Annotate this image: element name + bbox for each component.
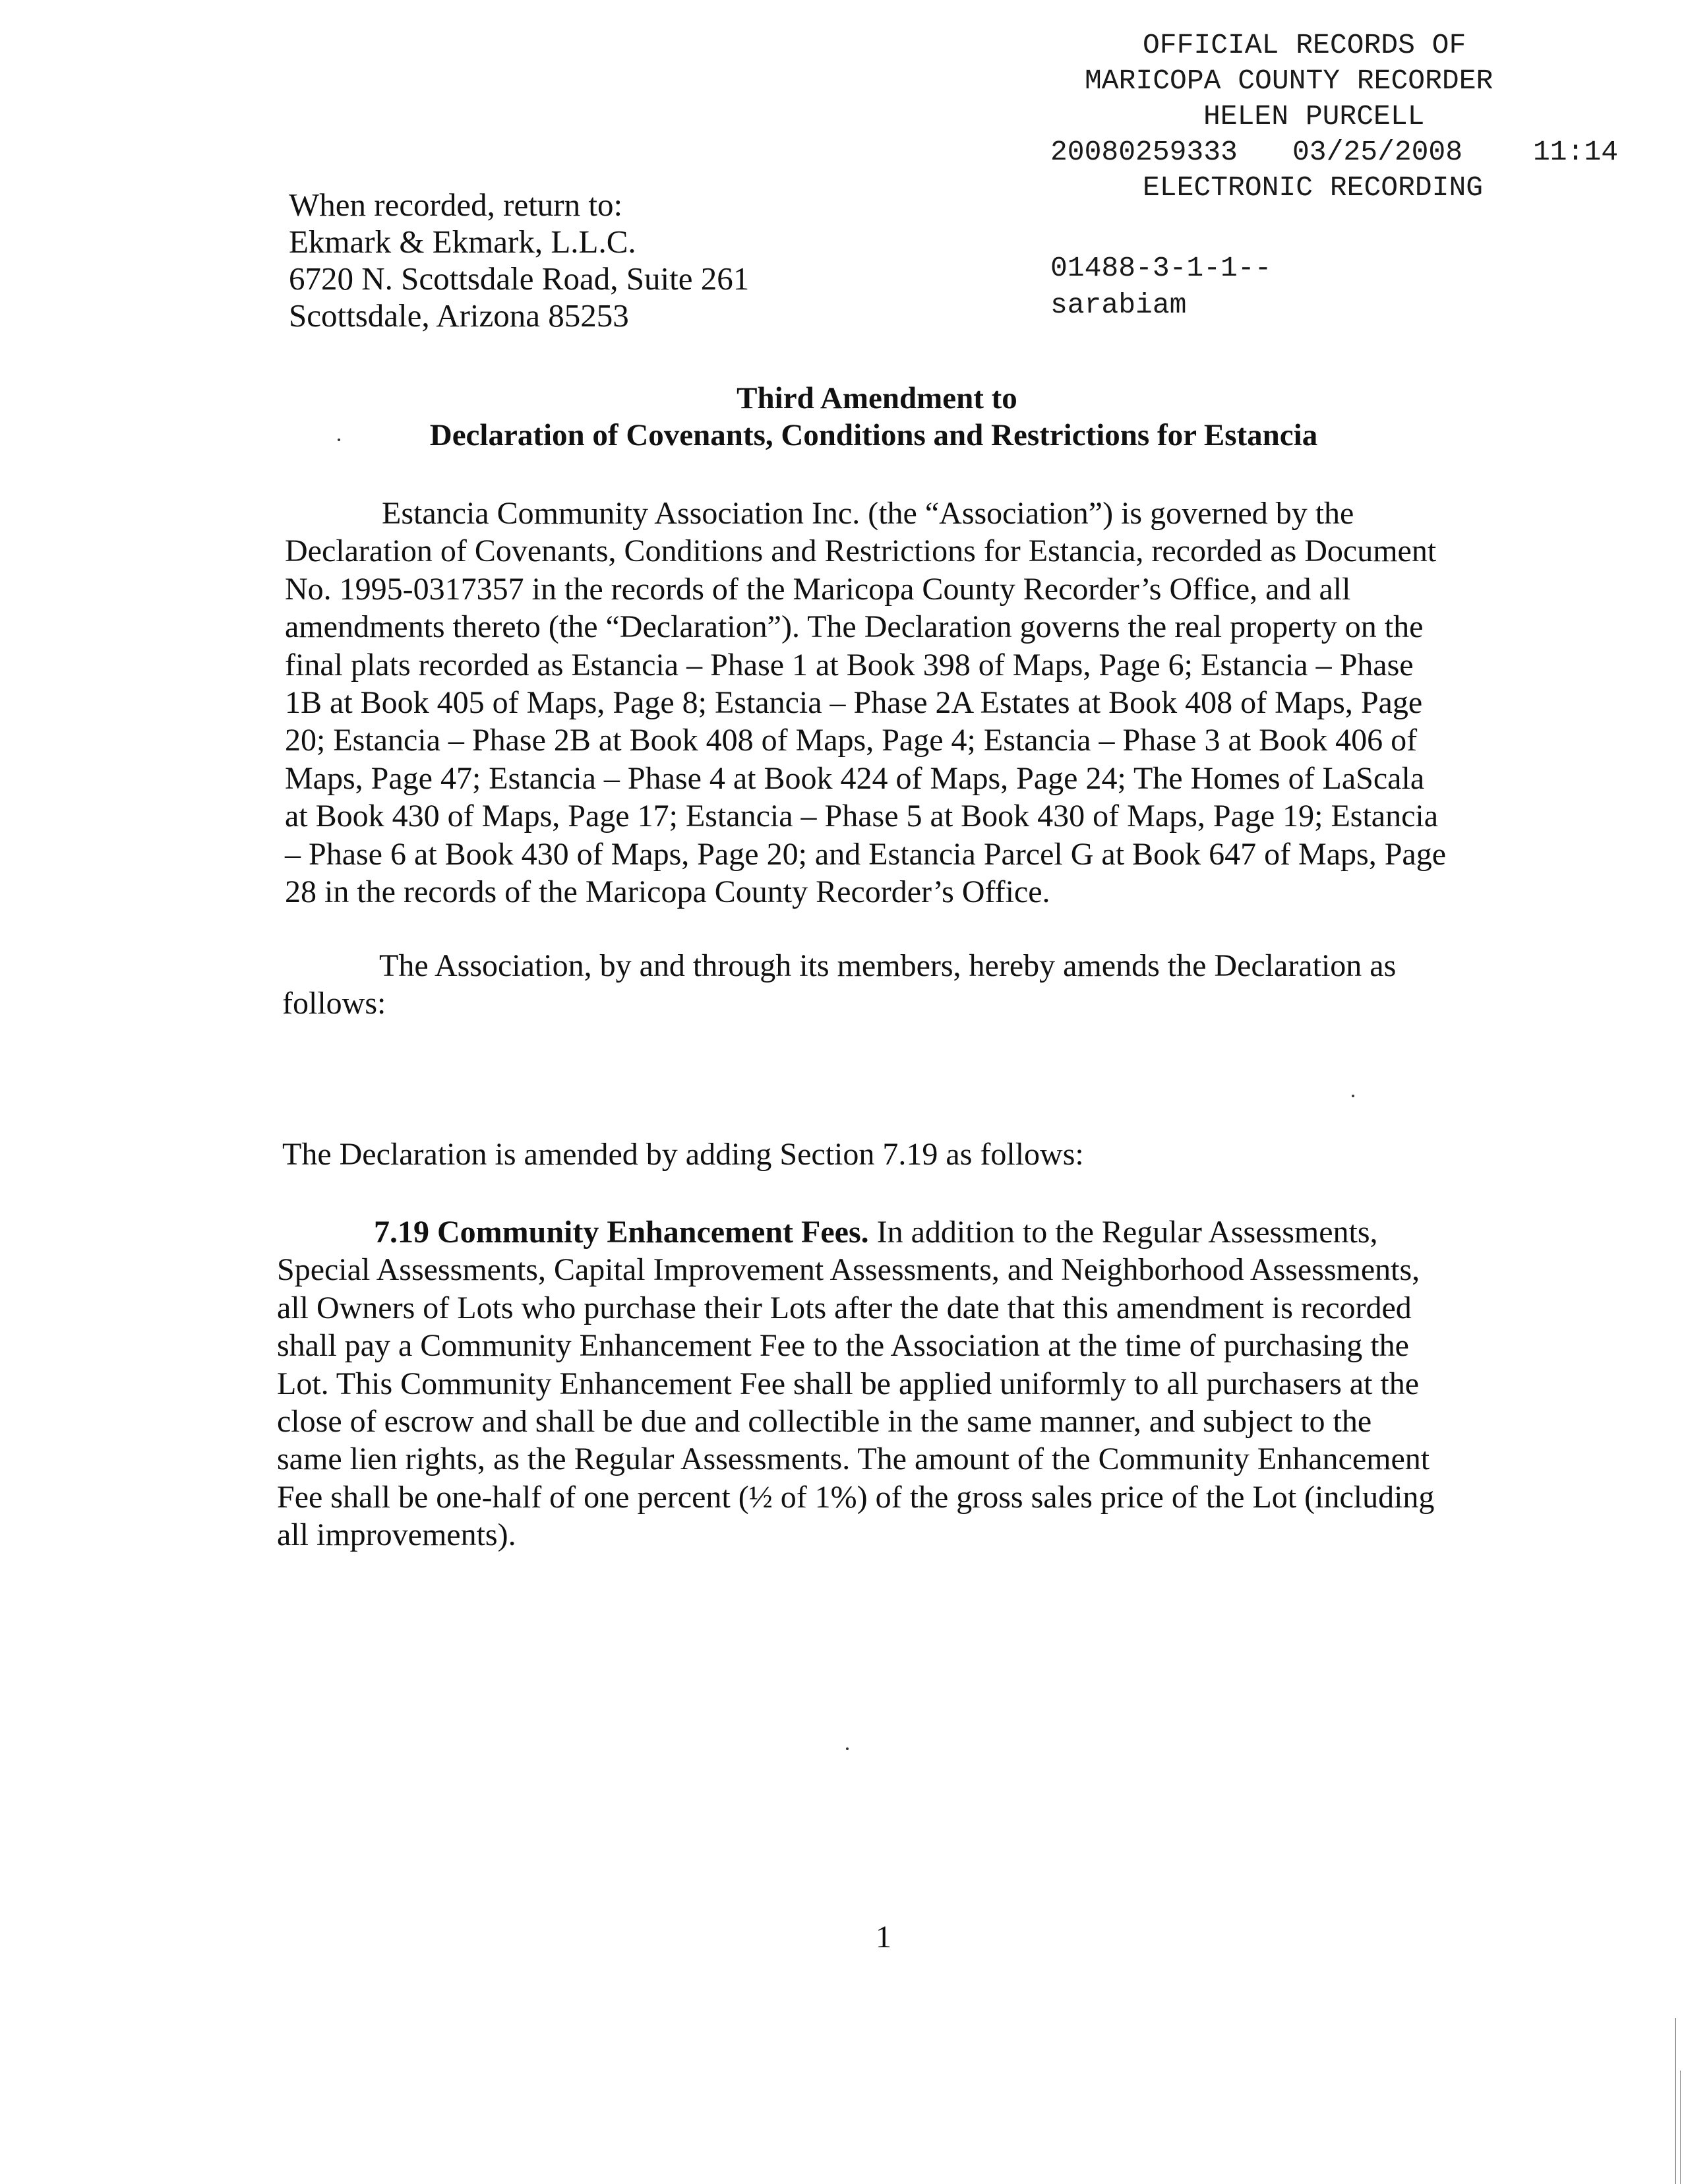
stamp-reference-code: 01488-3-1-1--	[1050, 252, 1272, 284]
section-7-19-first-line-text: In addition to the Regular Assessments,	[868, 1215, 1378, 1250]
stamp-document-number: 20080259333	[1050, 136, 1238, 168]
amendment-statement	[282, 947, 1519, 1023]
return-address	[289, 187, 749, 334]
scan-edge-line	[1680, 2071, 1681, 2184]
title-line-2: Declaration of Covenants, Conditions and Restrictions for Estancia	[429, 418, 1318, 452]
stamp-line-official-records: OFFICIAL RECORDS OF	[1143, 29, 1466, 61]
section-7-19-line: Special Assessments, Capital Improvement Assessments, and Neighborhood Assessments,	[277, 1252, 1420, 1288]
intro-line: – Phase 6 at Book 430 of Maps, Page 20; and Estancia Parcel G at Book 647 of Maps, Page	[285, 836, 1447, 872]
section-7-19-line: Lot. This Community Enhancement Fee shall be applied uniformly to all purchasers at the	[277, 1366, 1420, 1401]
section-7-19-line: same lien rights, as the Regular Assessments. The amount of the Community Enhancement	[277, 1441, 1430, 1477]
intro-line: amendments thereto (the “Declaration”). The Declaration governs the real property on the	[285, 609, 1424, 645]
intro-line: 1B at Book 405 of Maps, Page 8; Estancia – Phase 2A Estates at Book 408 of Maps, Page	[285, 685, 1423, 721]
scan-speck	[846, 1747, 849, 1750]
return-address-street: 6720 N. Scottsdale Road, Suite 261	[289, 260, 750, 297]
section-7-19-line: shall pay a Community Enhancement Fee to the Association at the time of purchasing the	[277, 1328, 1409, 1364]
intro-paragraph	[285, 495, 1521, 911]
intro-line: at Book 430 of Maps, Page 17; Estancia – Phase 5 at Book 430 of Maps, Page 19; Estancia	[285, 799, 1439, 834]
intro-line: Maps, Page 47; Estancia – Phase 4 at Book 424 of Maps, Page 24; The Homes of LaScala	[285, 760, 1425, 796]
return-address-city: Scottsdale, Arizona 85253	[289, 297, 629, 334]
scan-edge-line	[1675, 2018, 1676, 2184]
page-number: 1	[876, 1920, 891, 1955]
stamp-line-county-recorder: MARICOPA COUNTY RECORDER	[1085, 65, 1493, 97]
return-address-firm: Ekmark & Ekmark, L.L.C.	[289, 224, 636, 260]
section-7-19-line: Fee shall be one-half of one percent (½ of 1%) of the gross sales price of the Lot (including	[277, 1479, 1435, 1515]
section-7-19-first-line	[277, 1213, 1513, 1251]
section-7-19-line: all Owners of Lots who purchase their Lots after the date that this amendment is recorded	[277, 1290, 1412, 1325]
scan-speck	[338, 439, 340, 441]
section-7-19-heading: 7.19 Community Enhancement Fees.	[374, 1215, 869, 1250]
section-intro	[282, 1136, 1519, 1173]
intro-line: Estancia Community Association Inc. (the “Association”) is governed by the	[382, 496, 1354, 531]
title-line-1: Third Amendment to	[737, 381, 1017, 415]
stamp-date: 03/25/2008	[1292, 136, 1463, 168]
document-title	[0, 380, 1688, 454]
intro-line: No. 1995-0317357 in the records of the Maricopa County Recorder’s Office, and all	[285, 571, 1351, 607]
intro-line: 20; Estancia – Phase 2B at Book 408 of Maps, Page 4; Estancia – Phase 3 at Book 406 of	[285, 723, 1418, 758]
return-address-instruction: When recorded, return to:	[289, 187, 623, 223]
section-7-19	[277, 1213, 1513, 1554]
stamp-clerk-id: sarabiam	[1050, 289, 1187, 321]
section-7-19-line: all improvements).	[277, 1517, 516, 1553]
amendment-line: The Association, by and through its members, hereby amends the Declaration as	[379, 948, 1397, 983]
intro-line: Declaration of Covenants, Conditions and Restrictions for Estancia, recorded as Document	[285, 533, 1437, 569]
stamp-line-electronic-recording: ELECTRONIC RECORDING	[1143, 171, 1484, 204]
intro-line: final plats recorded as Estancia – Phase 1 at Book 398 of Maps, Page 6; Estancia – Phase	[285, 647, 1414, 682]
intro-line: 28 in the records of the Maricopa County Recorder’s Office.	[285, 874, 1050, 910]
scan-speck	[1352, 1095, 1354, 1097]
section-7-19-line: close of escrow and shall be due and collectible in the same manner, and subject to the	[277, 1404, 1372, 1440]
amendment-line: follows:	[282, 986, 386, 1021]
stamp-time: 11:14	[1533, 136, 1619, 168]
stamp-line-recorder-name: HELEN PURCELL	[1203, 100, 1425, 133]
section-intro-text: The Declaration is amended by adding Section 7.19 as follows:	[282, 1137, 1084, 1172]
